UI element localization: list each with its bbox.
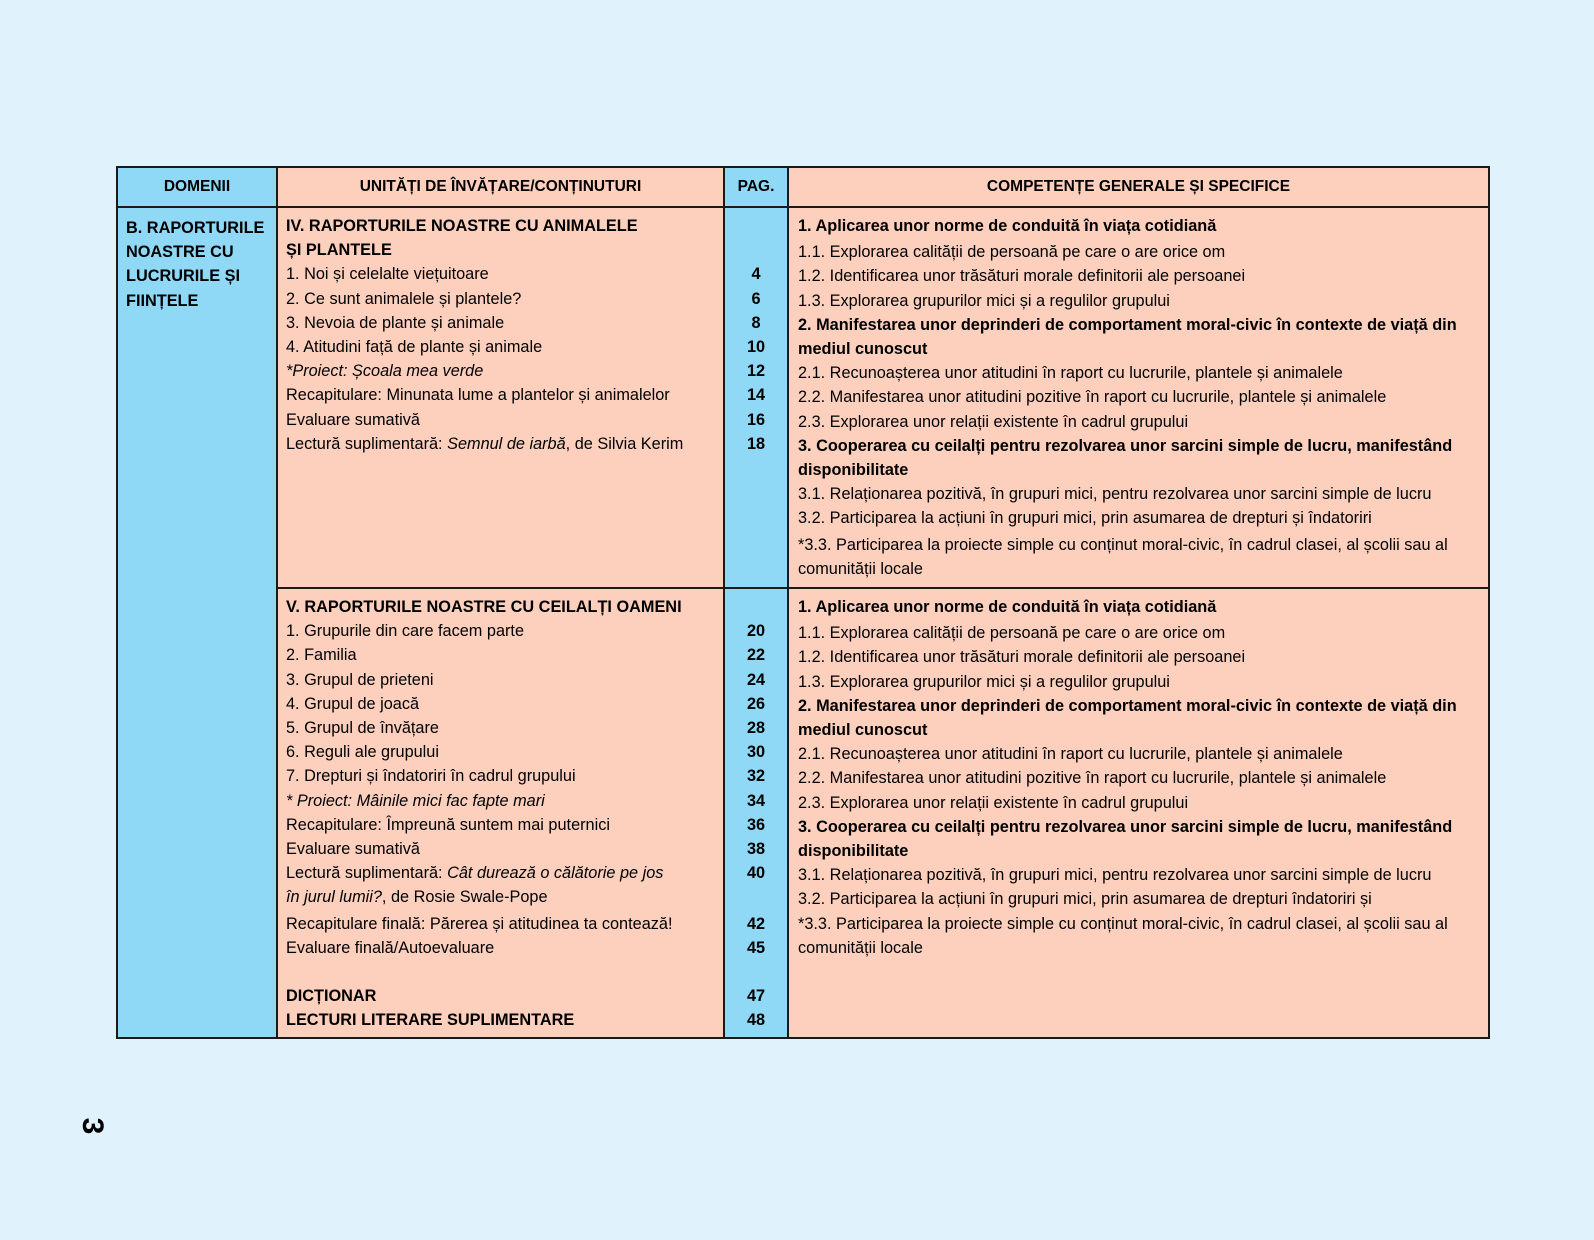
lesson-item: 1. Grupurile din care facem parte bbox=[286, 622, 525, 641]
review-item: Recapitulare: Împreună suntem mai puternici bbox=[286, 815, 610, 834]
page-ref: 20 bbox=[746, 622, 766, 641]
page-ref: 14 bbox=[746, 386, 766, 405]
domain-cell bbox=[117, 207, 277, 1038]
evaluation-item: Evaluare sumativă bbox=[286, 840, 420, 859]
page-ref: 10 bbox=[746, 337, 766, 356]
page-number: 3 bbox=[76, 1117, 109, 1135]
page-ref: 18 bbox=[746, 434, 766, 453]
page-ref: 42 bbox=[746, 914, 766, 933]
lesson-item: 2. Familia bbox=[286, 646, 357, 665]
header-units: UNITĂȚI DE ÎNVĂȚARE/CONȚINUTURI bbox=[277, 167, 724, 207]
unit-5-pages bbox=[724, 588, 788, 1038]
domain-line: B. RAPORTURILE bbox=[126, 219, 265, 237]
lesson-item: 2. Ce sunt animalele și plantele? bbox=[286, 289, 522, 308]
page-ref: 34 bbox=[746, 791, 766, 810]
lesson-item: 6. Reguli ale grupului bbox=[286, 743, 439, 762]
reading-author: , de Silvia Kerim bbox=[565, 434, 684, 453]
competence-general: 2. Manifestarea unor deprinderi de comportament moral-civic în contexte de viață din mediul cunoscut bbox=[798, 315, 1457, 359]
domain-line: FIINȚELE bbox=[126, 291, 199, 310]
competence-specific: 2.1. Recunoașterea unor atitudini în raport cu lucrurile, plantele și animalele bbox=[798, 364, 1343, 383]
competence-general: 1. Aplicarea unor norme de conduită în viața cotidiană bbox=[798, 217, 1217, 235]
competence-specific: *3.3. Participarea la proiecte simple cu conținut moral-civic, în cadrul clasei, al școlii sau al comunității locale bbox=[798, 535, 1448, 578]
final-review-item: Recapitulare finală: Părerea și atitudinea ta contează! bbox=[286, 914, 673, 933]
lesson-item: 5. Grupul de învățare bbox=[286, 719, 439, 738]
competence-specific: 1.3. Explorarea grupurilor mici și a regulilor grupului bbox=[798, 672, 1170, 691]
competence-specific: 1.2. Identificarea unor trăsături morale definitorii ale persoanei bbox=[798, 267, 1246, 286]
final-evaluation-item: Evaluare finală/Autoevaluare bbox=[286, 938, 495, 957]
extra-readings-item: LECTURI LITERARE SUPLIMENTARE bbox=[286, 1011, 575, 1030]
competence-specific: 2.2. Manifestarea unor atitudini pozitive în raport cu lucrurile, plantele și animalele bbox=[798, 388, 1387, 407]
reading-title: Cât durează o călătorie pe jos bbox=[447, 864, 664, 883]
unit-4-title-cont: ȘI PLANTELE bbox=[286, 241, 392, 260]
page-ref: 12 bbox=[746, 362, 766, 381]
page-ref: 38 bbox=[746, 840, 766, 859]
competence-specific: 1.1. Explorarea calității de persoană pe care o are orice om bbox=[798, 243, 1226, 262]
reading-item-cont bbox=[286, 885, 715, 909]
project-item: *Proiect: Școala mea verde bbox=[286, 362, 484, 381]
unit-5-competences bbox=[788, 588, 1489, 1038]
page-ref: 24 bbox=[746, 670, 766, 689]
competence-specific: 2.3. Explorarea unor relații existente în cadrul grupului bbox=[798, 412, 1189, 431]
page-ref: 40 bbox=[746, 864, 766, 883]
reading-prefix: Lectură suplimentară: bbox=[286, 434, 448, 453]
page-ref: 47 bbox=[746, 987, 766, 1006]
unit-4-title: IV. RAPORTURILE NOASTRE CU ANIMALELE bbox=[286, 217, 638, 235]
unit-4-pages bbox=[724, 207, 788, 588]
header-row bbox=[117, 167, 1489, 207]
competence-general: 3. Cooperarea cu ceilalți pentru rezolvarea unor sarcini simple de lucru, manifestând disponibilitate bbox=[798, 436, 1453, 480]
page-ref: 32 bbox=[746, 767, 766, 786]
page-ref: 30 bbox=[746, 743, 766, 762]
competence-specific: 1.2. Identificarea unor trăsături morale definitorii ale persoanei bbox=[798, 648, 1246, 667]
competence-specific: 2.3. Explorarea unor relații existente în cadrul grupului bbox=[798, 793, 1189, 812]
reading-item bbox=[286, 861, 715, 885]
unit-4-contents bbox=[277, 207, 724, 588]
page-ref: 28 bbox=[746, 719, 766, 738]
lesson-item: 3. Grupul de prieteni bbox=[286, 670, 434, 689]
unit-5-title: V. RAPORTURILE NOASTRE CU CEILALȚI OAMENI bbox=[286, 598, 682, 617]
header-pages: PAG. bbox=[724, 167, 788, 207]
competence-specific: 3.2. Participarea la acțiuni în grupuri mici, prin asumarea de drepturi îndatoriri și bbox=[798, 890, 1372, 909]
unit-5-contents bbox=[277, 588, 724, 1038]
competence-general: 1. Aplicarea unor norme de conduită în viața cotidiană bbox=[798, 598, 1217, 617]
competence-specific: 1.1. Explorarea calității de persoană pe care o are orice om bbox=[798, 624, 1226, 643]
reading-title: Semnul de iarbă bbox=[447, 434, 566, 453]
reading-prefix: Lectură suplimentară: bbox=[286, 864, 448, 883]
page-ref: 8 bbox=[751, 313, 761, 332]
reading-title-cont: în jurul lumii? bbox=[286, 888, 382, 907]
competence-specific: *3.3. Participarea la proiecte simple cu conținut moral-civic, în cadrul clasei, al școlii sau al comunității locale bbox=[798, 914, 1448, 957]
header-domains: DOMENII bbox=[117, 167, 277, 207]
unit-5-row bbox=[117, 588, 1489, 1038]
competence-specific: 3.1. Relaționarea pozitivă, în grupuri mici, pentru rezolvarea unor sarcini simple de lucru bbox=[798, 866, 1432, 885]
curriculum-table bbox=[116, 166, 1490, 1039]
review-item: Recapitulare: Minunata lume a plantelor și animalelor bbox=[286, 386, 670, 405]
page-ref: 48 bbox=[746, 1011, 766, 1030]
lesson-item: 4. Atitudini față de plante și animale bbox=[286, 338, 543, 357]
lesson-item: 4. Grupul de joacă bbox=[286, 694, 420, 713]
page-ref: 4 bbox=[751, 265, 761, 284]
domain-line: LUCRURILE ȘI bbox=[126, 267, 240, 286]
lesson-item: 1. Noi și celelalte viețuitoare bbox=[286, 265, 489, 284]
unit-4-competences bbox=[788, 207, 1489, 588]
competence-specific: 2.1. Recunoașterea unor atitudini în raport cu lucrurile, plantele și animalele bbox=[798, 745, 1343, 764]
evaluation-item: Evaluare sumativă bbox=[286, 410, 420, 429]
page-ref: 45 bbox=[746, 938, 766, 957]
competence-specific: 3.1. Relaționarea pozitivă, în grupuri mici, pentru rezolvarea unor sarcini simple de lucru bbox=[798, 485, 1432, 504]
page-ref: 36 bbox=[746, 815, 766, 834]
page-ref: 6 bbox=[751, 289, 761, 308]
competence-specific: 3.2. Participarea la acțiuni în grupuri mici, prin asumarea de drepturi și îndatoriri bbox=[798, 509, 1372, 528]
lesson-item: 3. Nevoia de plante și animale bbox=[286, 313, 505, 332]
reading-item bbox=[286, 432, 715, 456]
page-ref: 22 bbox=[746, 646, 766, 665]
page-ref: 16 bbox=[746, 410, 766, 429]
competence-general: 3. Cooperarea cu ceilalți pentru rezolvarea unor sarcini simple de lucru, manifestând disponibilitate bbox=[798, 817, 1453, 861]
reading-author: , de Rosie Swale-Pope bbox=[381, 888, 548, 907]
project-item: * Proiect: Mâinile mici fac fapte mari bbox=[286, 791, 545, 810]
dictionary-item: DICȚIONAR bbox=[286, 987, 377, 1006]
domain-line: NOASTRE CU bbox=[126, 243, 234, 262]
competence-specific: 2.2. Manifestarea unor atitudini pozitive în raport cu lucrurile, plantele și animalele bbox=[798, 769, 1387, 788]
page-ref: 26 bbox=[746, 694, 766, 713]
competence-specific: 1.3. Explorarea grupurilor mici și a regulilor grupului bbox=[798, 291, 1170, 310]
competence-general: 2. Manifestarea unor deprinderi de comportament moral-civic în contexte de viață din mediul cunoscut bbox=[798, 696, 1457, 740]
lesson-item: 7. Drepturi și îndatoriri în cadrul grupului bbox=[286, 767, 576, 786]
unit-4-row bbox=[117, 207, 1489, 588]
header-competences: COMPETENȚE GENERALE ȘI SPECIFICE bbox=[788, 167, 1489, 207]
